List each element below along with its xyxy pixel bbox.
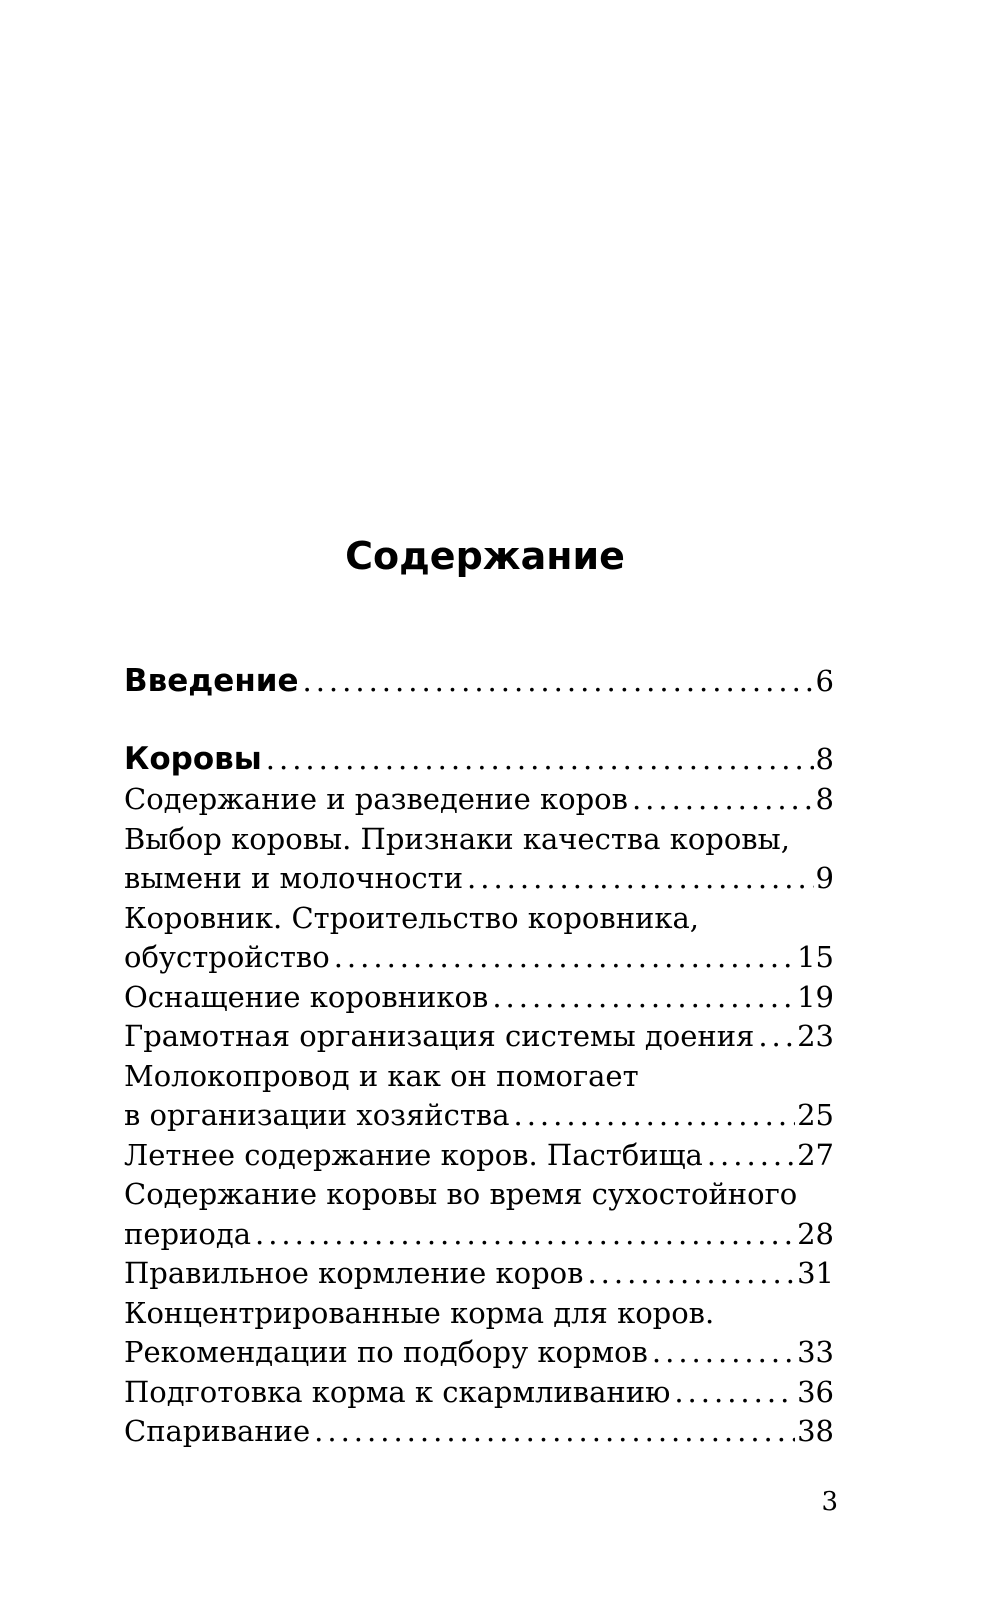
- toc-entry-label: Подготовка корма к скармливанию: [124, 1374, 671, 1409]
- toc-entry-page: 9: [815, 861, 834, 895]
- dot-leader: [255, 1215, 795, 1255]
- toc-entry-label: Коровник. Строительство коровника,: [124, 900, 699, 935]
- page-number: 3: [821, 1487, 838, 1517]
- dot-leader: [587, 1254, 795, 1294]
- toc-entry-label: Грамотная организация системы доения: [124, 1019, 755, 1053]
- toc-entry: [124, 1136, 834, 1176]
- dot-leader: [334, 938, 795, 978]
- toc-entry: [124, 899, 834, 939]
- toc-entry-label: Содержание и разведение коров: [124, 782, 628, 816]
- toc-entry: [124, 780, 834, 820]
- toc-entry-page: 25: [797, 1098, 834, 1132]
- toc-entry: [124, 978, 834, 1018]
- toc-entry: [124, 1017, 834, 1057]
- toc-entry: [124, 1294, 834, 1334]
- toc-entry: [124, 1254, 834, 1294]
- toc-entry: [124, 1175, 834, 1215]
- toc-entry-page: 27: [797, 1137, 834, 1172]
- toc-entry-label: Содержание коровы во время сухостойного: [124, 1177, 798, 1211]
- toc-entry-page: 38: [797, 1414, 834, 1448]
- toc-entry-page: 15: [797, 940, 834, 974]
- toc-entry-label: в организации хозяйства: [124, 1098, 510, 1132]
- dot-leader: [514, 1096, 796, 1136]
- toc-entry-page: 6: [815, 664, 834, 698]
- toc-entry: [124, 938, 834, 978]
- toc-entry-page: 31: [797, 1256, 834, 1290]
- toc-entry-label: обустройство: [124, 940, 330, 974]
- dot-leader: [303, 660, 814, 702]
- toc-entry-page: 8: [815, 782, 834, 816]
- toc-entry-label: Оснащение коровников: [124, 979, 489, 1014]
- toc-entry: [124, 1333, 834, 1373]
- dot-leader: [467, 859, 814, 899]
- toc-entry-label: Молокопровод и как он помогает: [124, 1058, 639, 1093]
- toc-entry-page: 19: [797, 979, 834, 1014]
- toc-entry-label: Выбор коровы. Признаки качества коровы,: [124, 821, 790, 856]
- section-gap: [124, 702, 834, 738]
- toc-entry-page: 36: [797, 1374, 834, 1409]
- table-of-contents: [124, 660, 834, 1452]
- toc-entry: [124, 820, 834, 860]
- toc-entry-label: Правильное кормление коров: [124, 1256, 584, 1290]
- toc-entry-label: Введение: [124, 663, 299, 699]
- dot-leader: [266, 738, 814, 780]
- toc-entry: [124, 1215, 834, 1255]
- toc-title: Содержание: [345, 534, 625, 578]
- dot-leader: [492, 978, 795, 1018]
- dot-leader: [758, 1017, 795, 1057]
- toc-entry: [124, 1096, 834, 1136]
- dot-leader: [314, 1412, 795, 1452]
- toc-entry-label: Летнее содержание коров. Пастбища: [124, 1137, 703, 1172]
- toc-entry-page: 8: [815, 742, 834, 776]
- toc-entry: [124, 1373, 834, 1413]
- toc-entry-label: Спаривание: [124, 1414, 311, 1448]
- dot-leader: [652, 1333, 795, 1373]
- toc-entry-page: 23: [797, 1019, 834, 1053]
- toc-entry-page: 28: [797, 1216, 834, 1251]
- toc-entry-label: Концентрированные корма для коров.: [124, 1295, 715, 1330]
- toc-entry-label: Коровы: [124, 741, 262, 777]
- toc-entry-label: Рекомендации по подбору кормов: [124, 1335, 648, 1369]
- toc-section-entry: [124, 738, 834, 780]
- dot-leader: [707, 1136, 795, 1176]
- toc-entry: [124, 1057, 834, 1097]
- dot-leader: [674, 1373, 795, 1413]
- toc-entry-label: вымени и молочности: [124, 861, 464, 895]
- toc-entry: [124, 859, 834, 899]
- dot-leader: [632, 780, 814, 820]
- toc-entry-page: 33: [797, 1335, 834, 1369]
- toc-entry: [124, 1412, 834, 1452]
- toc-entry-label: периода: [124, 1216, 251, 1251]
- toc-section-entry: [124, 660, 834, 702]
